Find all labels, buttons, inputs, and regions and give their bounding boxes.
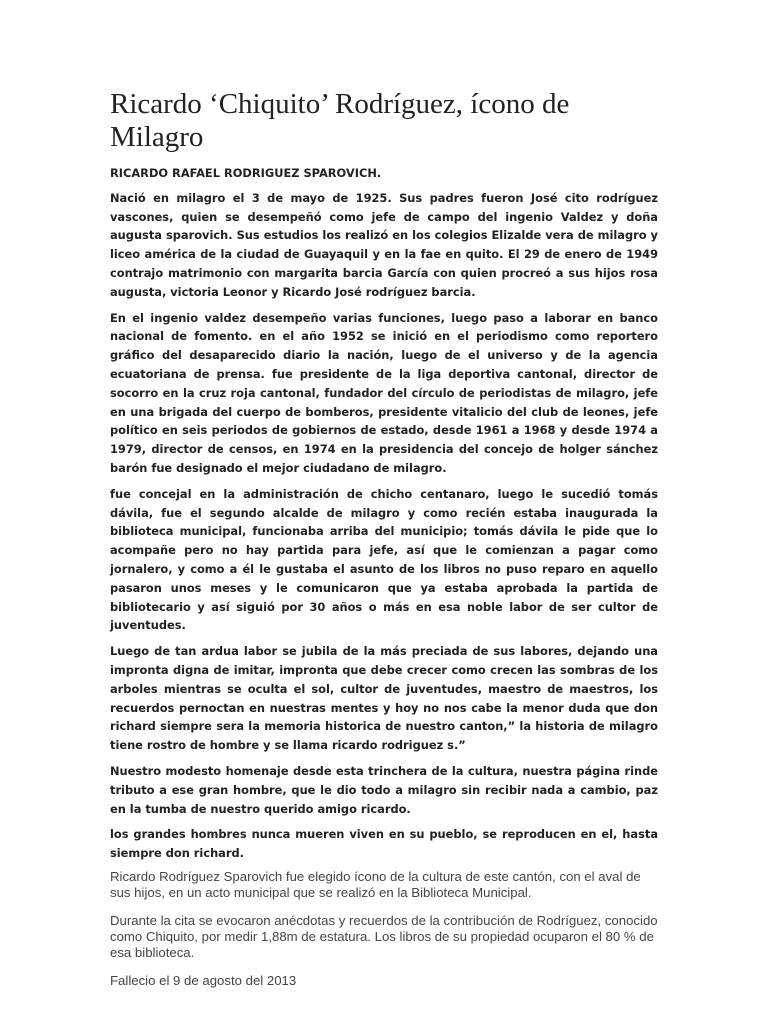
paragraph-career: En el ingenio valdez desempeño varias funciones, luego paso a laborar en banco nacional de fomento. en el año 1952 se inició en el periodismo como reportero gráfico del desaparecido diario la nación, luego de el universo y de la agencia ecuatoriana de prensa. fue presidente de la liga deportiva cantonal, director de socorro en la cruz roja cantonal, fundador del círculo de periodistas de milagro, jefe en una brigada del cuerpo de bomberos, presidente vitalicio del club de leones, jefe político en seis periodos de gobiernos de estado, desde 1961 a 1968 y desde 1974 a 1979, director de censos, en 1974 en la presidencia del concejo de holger sánchez barón fue designado el mejor ciudadano de milagro. xyxy=(110,310,658,475)
paragraph-farewell: los grandes hombres nunca mueren viven en su pueblo, se reproducen en el, hasta siempre don richard. xyxy=(110,827,658,861)
paragraph-tribute: Nuestro modesto homenaje desde esta trinchera de la cultura, nuestra página rinde tributo a ese gran hombre, que le dio todo a milagro sin recibir nada a cambio, paz en la tumba de nuestro querido amigo ricardo. xyxy=(110,763,658,816)
paragraph-retirement: Luego de tan ardua labor se jubila de la más preciada de sus labores, dejando una impronta digna de imitar, impronta que debe crecer como crecen las sombras de los arboles mientras se oculta el sol, cultor de juventudes, maestro de maestros, los recuerdos pernoctan en nuestras mentes y hoy no nos cabe la menor duda que don richard siempre sera la memoria historica de nuestro canton,” la historia de milagro tiene rostro de hombre y se llama ricardo rodriguez s.” xyxy=(110,644,658,753)
paragraph-icon-election: Ricardo Rodríguez Sparovich fue elegido ícono de la cultura de este cantón, con el aval de sus hijos, en un acto municipal que se realizó en la Biblioteca Municipal. xyxy=(110,868,641,900)
paragraph-library: fue concejal en la administración de chicho centanaro, luego le sucedió tomás dávila, fue el segundo alcalde de milagro y como recién estaba inaugurada la biblioteca municipal, funcionaba arriba del municipio; tomás dávila le pide que lo acompañe pero no hay partida para jefe, así que le comienzan a pagar como jornalero, y como a él le gustaba el asunto de los libros no puso reparo en aquello pasaron unos meses y le comunicaron que ya estaba aprobada la partida de bibliotecario y así siguió por 30 años o más en esa noble labor de ser cultor de juventudes. xyxy=(110,486,658,633)
paragraph-death-date: Fallecio el 9 de agosto del 2013 xyxy=(110,972,297,988)
document-page xyxy=(110,82,658,1001)
document-title: Ricardo ‘Chiquito’ Rodríguez, ícono de Milagro xyxy=(110,88,570,153)
paragraph-anecdotes: Durante la cita se evocaron anécdotas y recuerdos de la contribución de Rodríguez, conocido como Chiquito, por medir 1,88m de estatura. Los libros de su propiedad ocuparon el 80 % de esa biblioteca. xyxy=(110,912,658,960)
paragraph-birth: Nació en milagro el 3 de mayo de 1925. Sus padres fueron José cito rodríguez vascones, quien se desempeñó como jefe de campo del ingenio Valdez y doña augusta sparovich. Sus estudios los realizó en los colegios Elizalde vera de milagro y liceo américa de la ciudad de Guayaquil y en la fae en quito. El 29 de enero de 1949 contrajo matrimonio con margarita barcia García con quien procreó a sus hijos rosa augusta, victoria Leonor y Ricardo José rodríguez barcia. xyxy=(110,190,658,299)
subheading-name: RICARDO RAFAEL RODRIGUEZ SPAROVICH. xyxy=(110,166,382,180)
